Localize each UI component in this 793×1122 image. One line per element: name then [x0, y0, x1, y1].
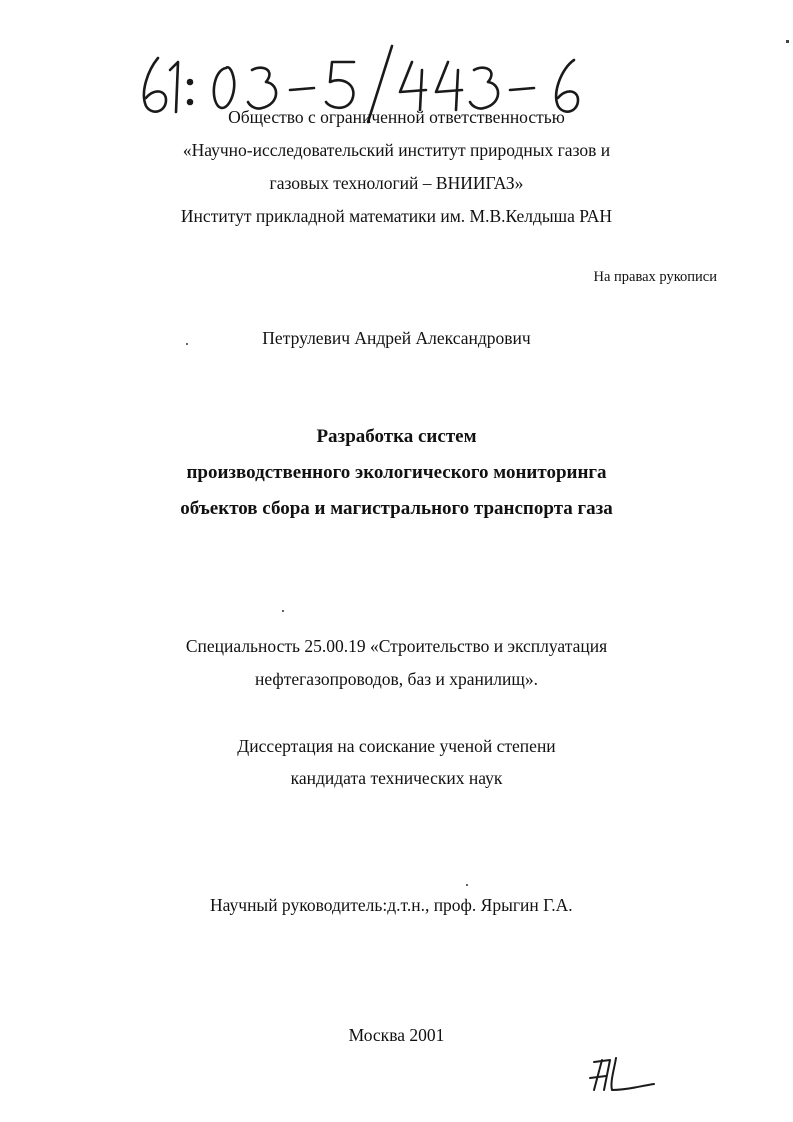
- scan-speck: [466, 884, 468, 886]
- dissertation-line-1: Диссертация на соискание ученой степени: [237, 736, 556, 756]
- specialty-line-1: Специальность 25.00.19 «Строительство и эксплуатация: [185, 636, 608, 656]
- scan-edge-mark: [786, 40, 789, 43]
- organization-line-3: газовых технологий – ВНИИГАЗ»: [269, 173, 524, 193]
- specialty-line-2: нефтегазопроводов, баз и хранилищ».: [255, 669, 538, 689]
- dissertation-line-2: кандидата технических наук: [290, 768, 503, 788]
- city-year: Москва 2001: [348, 1025, 445, 1045]
- signature-mark: [588, 1050, 658, 1098]
- scan-speck: [282, 610, 284, 612]
- supervisor-line: Научный руководитель:д.т.н., проф. Ярыгин Г.А.: [210, 895, 573, 915]
- scan-speck: [186, 343, 188, 345]
- author-name: Петрулевич Андрей Александрович: [262, 328, 531, 348]
- title-line-1: Разработка систем: [316, 426, 477, 447]
- organization-line-1: Общество с ограниченной ответственностью: [228, 107, 565, 127]
- title-line-3: объектов сбора и магистрального транспорта газа: [180, 498, 613, 519]
- institute-name: Институт прикладной математики им. М.В.Келдыша РАН: [180, 206, 613, 226]
- manuscript-rights-label: На правах рукописи: [593, 269, 717, 285]
- organization-line-2: «Научно-исследовательский институт природных газов и: [182, 140, 611, 160]
- title-line-2: производственного экологического мониторинга: [186, 462, 607, 483]
